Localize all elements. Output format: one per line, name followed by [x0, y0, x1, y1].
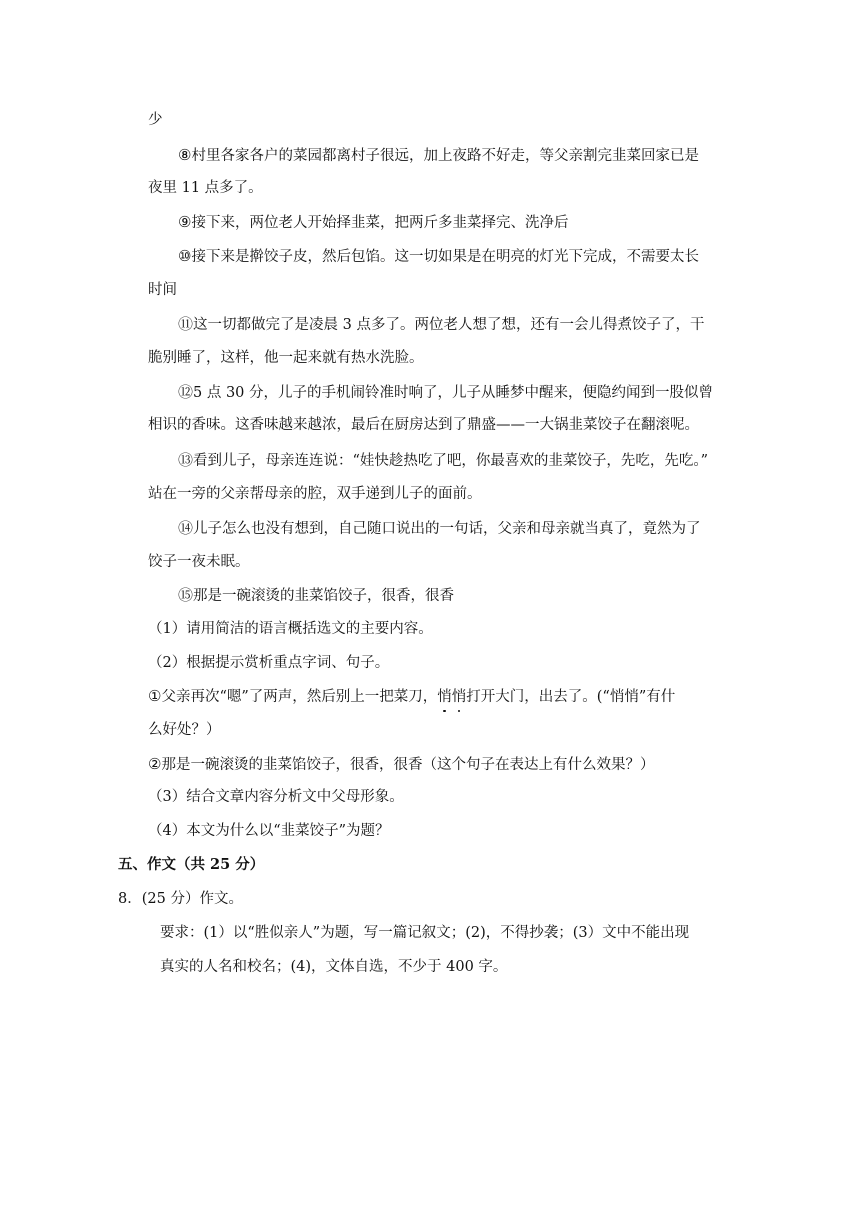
paragraph-10-line-1 — [178, 246, 699, 267]
paragraph-number: ⑧ — [178, 146, 192, 164]
question-2-sub-1-line-1 — [148, 686, 675, 707]
paragraph-number: ⑪ — [178, 315, 194, 333]
paragraph-12-line-2: 相识的香味。这香味越来越浓，最后在厨房达到了鼎盛——一大锅韭菜饺子在翻滚呢。 — [148, 417, 699, 433]
paragraph-text: 村里各家各户的菜园都离村子很远，加上夜路不好走，等父亲割完韭菜回家已是 — [191, 148, 699, 164]
paragraph-11-line-2: 脆别睡了，这样，他一起来就有热水洗脸。 — [148, 350, 424, 366]
paragraph-13-line-1 — [178, 450, 708, 471]
paragraph-number: ⑬ — [178, 451, 194, 469]
question-2-sub-1-line-2: 么好处？） — [148, 722, 221, 738]
paragraph-8-line-2: 夜里 11 点多了。 — [148, 180, 263, 196]
paragraph-text: 那是一碗滚烫的韭菜馅饺子，很香，很香 — [193, 588, 455, 604]
question-3: （3）结合文章内容分析文中父母形象。 — [148, 789, 404, 805]
paragraph-15 — [178, 585, 454, 606]
paragraph-number: ⑫ — [178, 383, 194, 401]
question-2-sub-2 — [148, 754, 654, 775]
sub-question-text: 父亲再次“嗯”了两声，然后别上一把菜刀， — [161, 689, 438, 705]
section-heading: 五、作文（共 25 分） — [118, 856, 265, 873]
paragraph-11-line-1 — [178, 314, 704, 335]
paragraph-text: 儿子怎么也没有想到，自己随口说出的一句话，父亲和母亲就当真了，竟然为了 — [193, 521, 701, 537]
question-1: （1）请用简洁的语言概括选文的主要内容。 — [148, 621, 433, 637]
paragraph-number: ⑭ — [178, 519, 194, 537]
question-2: （2）根据提示赏析重点字词、句子。 — [148, 655, 390, 671]
sub-question-number: ② — [148, 755, 162, 773]
emphasis-dot-char: 悄 — [451, 689, 467, 705]
paragraph-14-line-1 — [178, 518, 701, 539]
paragraph-number: ⑮ — [178, 586, 194, 604]
paragraph-text: 接下来，两位老人开始择韭菜，把两斤多韭菜择完、洗净后 — [191, 215, 569, 231]
essay-requirements-line-2: 真实的人名和校名；(4)，文体自选，不少于 400 字。 — [160, 959, 508, 975]
paragraph-13-line-2: 站在一旁的父亲帮母亲的腔，双手递到儿子的面前。 — [148, 486, 482, 502]
paragraph-text: 这一切都做完了是凌晨 3 点多了。两位老人想了想，还有一会儿得煮饺子了，干 — [193, 317, 705, 333]
paragraph-text: 接下来是擀饺子皮，然后包馅。这一切如果是在明亮的灯光下完成，不需要太长 — [191, 249, 699, 265]
sub-question-text: 打开大门，出去了。(“悄悄”有什 — [466, 689, 676, 705]
paragraph-10-line-2: 时间 — [148, 282, 177, 298]
paragraph-9 — [178, 212, 568, 233]
paragraph-text: 看到儿子，母亲连连说：“娃快趁热吃了吧，你最喜欢的韭菜饺子，先吃，先吃。” — [193, 453, 709, 469]
sub-question-number: ① — [148, 687, 162, 705]
essay-item: 8．(25 分）作文。 — [118, 891, 243, 907]
question-4: （4）本文为什么以“韭菜饺子”为题？ — [148, 823, 390, 839]
paragraph-14-line-2: 饺子一夜未眠。 — [148, 554, 250, 570]
paragraph-number: ⑨ — [178, 213, 192, 231]
essay-requirements-line-1: 要求：(1）以“胜似亲人”为题，写一篇记叙文；(2)，不得抄袭；(3）文中不能出现 — [160, 925, 690, 941]
paragraph-7-tail: 少 — [148, 112, 163, 128]
paragraph-8-line-1 — [178, 145, 699, 166]
paragraph-12-line-1 — [178, 382, 713, 403]
paragraph-text: 5 点 30 分，儿子的手机闹铃准时响了，儿子从睡梦中醒来，便隐约闻到一股似曾 — [193, 385, 714, 401]
paragraph-number: ⑩ — [178, 247, 192, 265]
sub-question-text: 那是一碗滚烫的韭菜馅饺子，很香，很香（这个句子在表达上有什么效果？） — [161, 757, 655, 773]
emphasis-dot-char: 悄 — [437, 689, 452, 705]
